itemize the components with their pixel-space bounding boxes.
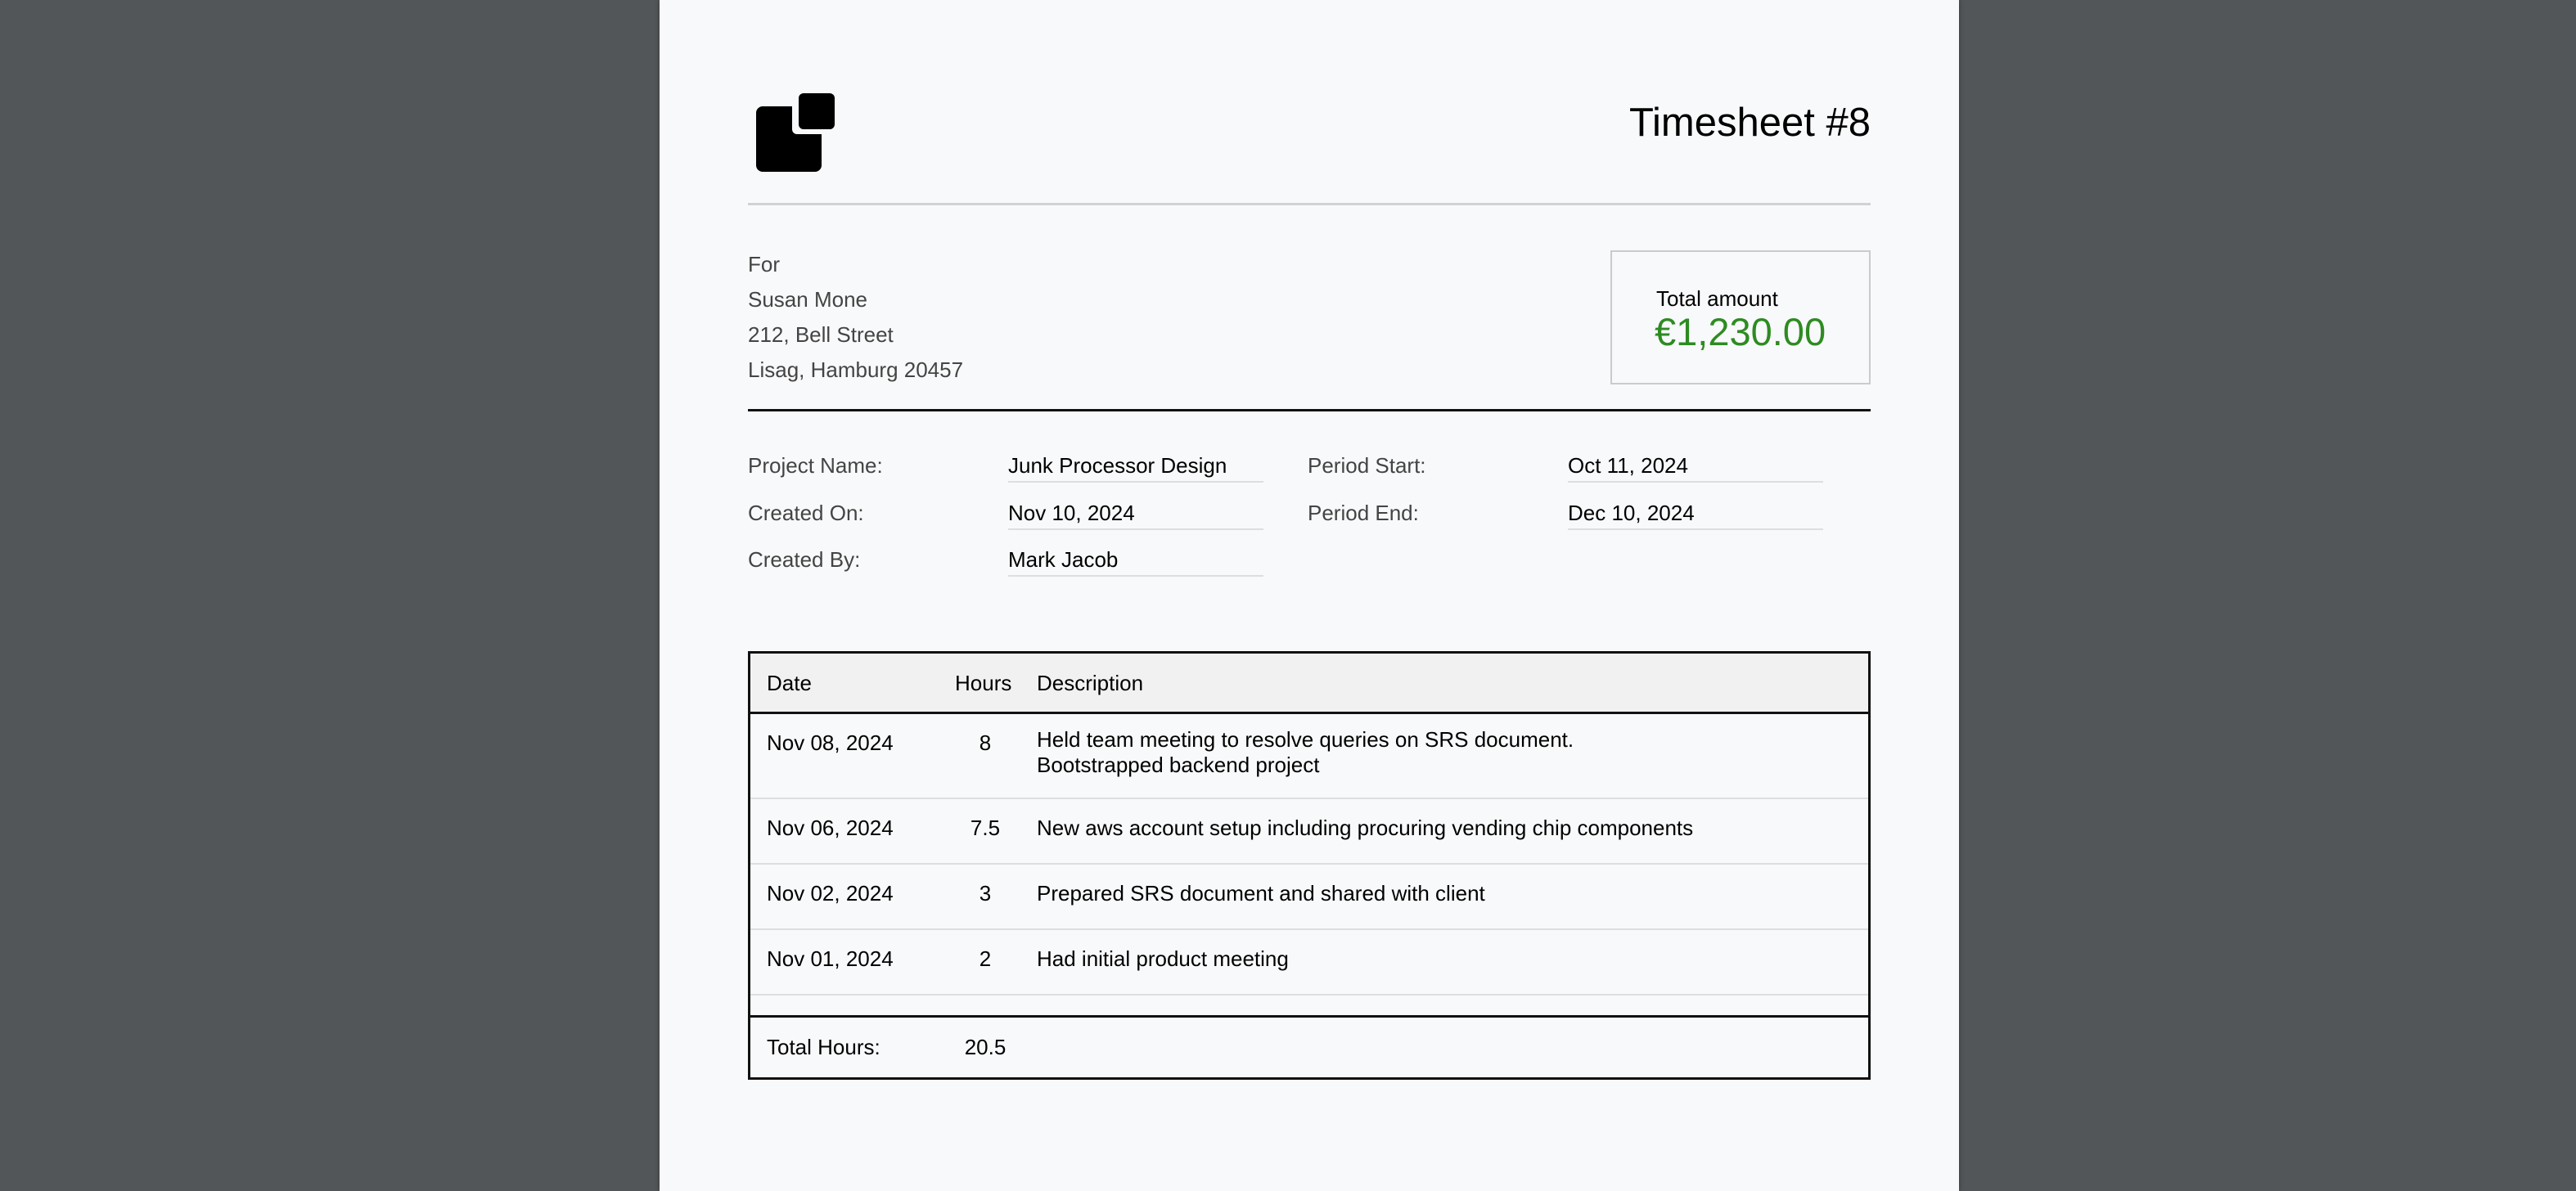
table-row xyxy=(750,799,1868,865)
created-on-value: Nov 10, 2024 xyxy=(1008,501,1263,530)
table-header xyxy=(750,654,1868,714)
logo-icon xyxy=(754,92,836,173)
table-row xyxy=(750,714,1868,799)
row-description: Prepared SRS document and shared with client xyxy=(1037,881,1485,906)
recipient-address-line1: 212, Bell Street xyxy=(748,322,894,347)
row-date: Nov 02, 2024 xyxy=(767,881,894,906)
recipient-name: Susan Mone xyxy=(748,287,867,312)
row-date: Nov 08, 2024 xyxy=(767,730,894,755)
page-title: Timesheet #8 xyxy=(1628,101,1871,145)
row-description: New aws account setup including procuring vending chip components xyxy=(1037,816,1694,840)
for-label: For xyxy=(748,252,780,276)
created-by-value: Mark Jacob xyxy=(1008,547,1263,577)
total-amount-value: €1,230.00 xyxy=(1655,310,1826,353)
section-divider xyxy=(748,409,1871,411)
row-description: Had initial product meeting xyxy=(1037,946,1289,971)
recipient-address-line2: Lisag, Hamburg 20457 xyxy=(748,357,964,382)
period-start-label: Period Start: xyxy=(1308,453,1426,478)
row-description-line: Bootstrapped backend project xyxy=(1037,753,1320,777)
column-header-date: Date xyxy=(767,671,812,695)
row-date: Nov 01, 2024 xyxy=(767,946,894,971)
table-footer xyxy=(750,1015,1868,1077)
total-amount-box xyxy=(1610,250,1871,384)
row-hours: 2 xyxy=(979,946,992,971)
column-header-hours: Hours xyxy=(955,671,1012,695)
column-header-description: Description xyxy=(1037,671,1144,695)
table-row xyxy=(750,865,1868,930)
period-end-label: Period End: xyxy=(1308,501,1419,525)
timesheet-page xyxy=(660,0,1959,1191)
row-date: Nov 06, 2024 xyxy=(767,816,894,840)
timesheet-table xyxy=(748,651,1871,1080)
total-hours-label: Total Hours: xyxy=(767,1035,880,1059)
period-end-value: Dec 10, 2024 xyxy=(1568,501,1823,530)
period-start-value: Oct 11, 2024 xyxy=(1568,453,1823,483)
row-description-line: Held team meeting to resolve queries on SRS document. xyxy=(1037,727,1574,752)
row-hours: 7.5 xyxy=(970,816,1001,840)
recipient-block xyxy=(748,247,963,388)
project-name-label: Project Name: xyxy=(748,453,883,478)
table-row xyxy=(750,930,1868,995)
created-on-label: Created On: xyxy=(748,501,864,525)
total-amount-label: Total amount xyxy=(1656,286,1778,311)
row-hours: 8 xyxy=(979,730,992,755)
header-divider xyxy=(748,203,1871,205)
total-hours-value: 20.5 xyxy=(964,1035,1007,1059)
row-hours: 3 xyxy=(979,881,992,906)
row-description xyxy=(1037,727,1574,778)
project-name-value: Junk Processor Design xyxy=(1008,453,1263,483)
created-by-label: Created By: xyxy=(748,547,861,572)
